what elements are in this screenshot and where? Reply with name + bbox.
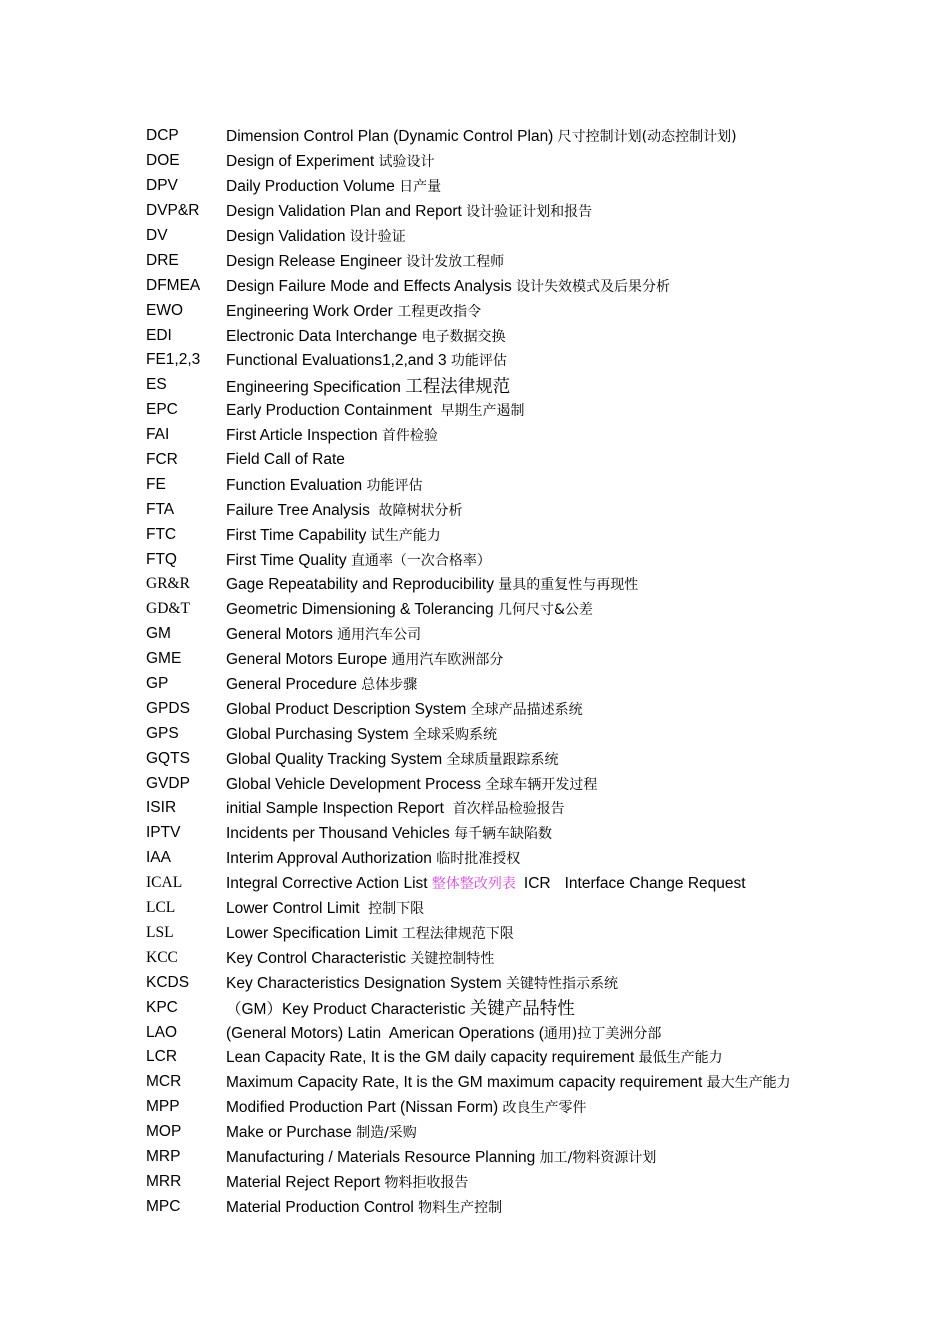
glossary-abbreviation: EPC (146, 401, 178, 419)
glossary-row (146, 647, 936, 672)
glossary-abbreviation: DVP&R (146, 202, 200, 220)
definition-english: Material Production Control (226, 1198, 419, 1216)
glossary-row (146, 373, 936, 398)
glossary-definition (226, 574, 936, 594)
definition-chinese: 故障树状分析 (378, 502, 463, 519)
glossary-abbreviation: LSL (146, 923, 174, 941)
glossary-definition (226, 550, 936, 570)
definition-chinese: 直通率（一次合格率） (350, 552, 491, 569)
glossary-abbreviation: GQTS (146, 749, 190, 767)
glossary-row (146, 1045, 936, 1070)
glossary-row (146, 448, 936, 473)
glossary-definition (226, 201, 936, 221)
glossary-row (146, 896, 936, 921)
glossary-abbreviation: FE (146, 475, 166, 493)
definition-english: Engineering Work Order (226, 302, 398, 320)
glossary-definition (226, 475, 936, 495)
definition-chinese: 关键产品特性 (469, 999, 575, 1020)
definition-english: Lean Capacity Rate, It is the GM daily capacity requirement (226, 1049, 639, 1067)
glossary-row (146, 921, 936, 946)
definition-chinese: 设计验证计划和报告 (466, 204, 593, 221)
glossary-row (146, 174, 936, 199)
extra-abbreviation: ICR (523, 875, 551, 893)
glossary-row (146, 696, 936, 721)
glossary-definition (226, 1197, 936, 1217)
definition-chinese: 全球质量跟踪系统 (446, 751, 559, 768)
definition-english: Key Control Characteristic (226, 949, 411, 967)
definition-english: Make or Purchase (226, 1124, 357, 1142)
glossary-abbreviation: FE1,2,3 (146, 351, 201, 369)
glossary-row (146, 398, 936, 423)
definition-chinese: 功能评估 (366, 477, 423, 494)
definition-chinese: 全球车辆开发过程 (485, 776, 598, 793)
glossary-abbreviation: KCDS (146, 973, 190, 991)
glossary-abbreviation: MCR (146, 1073, 182, 1091)
glossary-definition (226, 973, 936, 993)
glossary-row (146, 871, 936, 896)
definition-chinese: 关键控制特性 (410, 950, 495, 967)
glossary-definition (226, 823, 936, 843)
definition-chinese: 最低生产能力 (638, 1050, 723, 1067)
glossary-abbreviation: LAO (146, 1023, 178, 1041)
definition-english: General Motors (226, 626, 338, 644)
definition-english: Early Production Containment (226, 402, 441, 420)
definition-english: Dimension Control Plan (Dynamic Control Plan) (226, 128, 558, 146)
definition-english: Gage Repeatability and Reproducibility (226, 576, 499, 594)
glossary-definition (226, 400, 936, 420)
definition-english: initial Sample Inspection Report (226, 800, 453, 818)
definition-english: Functional Evaluations1,2,and 3 (226, 352, 451, 370)
definition-chinese: 工程法律规范下限 (401, 925, 514, 942)
glossary-definition (226, 599, 936, 619)
definition-english: Design Validation (226, 228, 350, 245)
glossary-row (146, 1120, 936, 1145)
definition-chinese: 日产量 (399, 179, 442, 196)
glossary-row (146, 298, 936, 323)
glossary-row (146, 1095, 936, 1120)
glossary-definition (226, 251, 936, 271)
glossary-abbreviation: FAI (146, 426, 170, 444)
glossary-definition (226, 226, 936, 246)
definition-chinese: 试验设计 (378, 154, 435, 171)
glossary-definition (226, 1147, 936, 1167)
glossary-abbreviation: MOP (146, 1123, 182, 1141)
glossary-row (146, 572, 936, 597)
glossary-row (146, 846, 936, 871)
glossary-definition (226, 126, 936, 146)
definition-chinese: 通用汽车欧洲部分 (391, 652, 504, 669)
glossary-row (146, 522, 936, 547)
glossary-abbreviation: DRE (146, 251, 179, 269)
definition-english: Design of Experiment (226, 153, 379, 171)
glossary-row (146, 224, 936, 249)
definition-english: Lower Control Limit (226, 900, 369, 918)
glossary-abbreviation: GPDS (146, 699, 190, 717)
glossary-abbreviation: FCR (146, 451, 178, 469)
glossary-abbreviation: ISIR (146, 799, 177, 817)
glossary-definition (226, 724, 936, 744)
definition-chinese: 设计失效模式及后果分析 (516, 278, 671, 295)
glossary-definition (226, 848, 936, 868)
definition-english: Design Validation Plan and Report (226, 203, 467, 221)
glossary-row (146, 672, 936, 697)
definition-chinese: 通用汽车公司 (337, 627, 422, 644)
glossary-definition (226, 774, 936, 794)
definition-english: Design Failure Mode and Effects Analysis (226, 277, 517, 295)
definition-english: Manufacturing / Materials Resource Planning (226, 1148, 540, 1166)
definition-english: Failure Tree Analysis (226, 501, 379, 519)
glossary-abbreviation: IPTV (146, 824, 181, 842)
definition-english: Interim Approval Authorization (226, 850, 437, 868)
glossary-definition (226, 1047, 936, 1067)
glossary-row (146, 199, 936, 224)
glossary-abbreviation: ES (146, 376, 167, 394)
definition-chinese: 临时批准授权 (436, 851, 521, 868)
glossary-definition (226, 1072, 936, 1092)
definition-english: Global Product Description System (226, 700, 471, 718)
definition-english: (General Motors) Latin American Operations ( (226, 1024, 544, 1042)
glossary-row (146, 970, 936, 995)
definition-english: Global Quality Tracking System (226, 750, 447, 768)
glossary-row (146, 746, 936, 771)
glossary-definition (226, 350, 936, 370)
definition-english: Global Vehicle Development Process (226, 775, 486, 793)
glossary-row (146, 348, 936, 373)
glossary-row (146, 273, 936, 298)
definition-english: （GM）Key Product Characteristic (226, 1001, 470, 1019)
glossary-definition (226, 1023, 936, 1043)
glossary-definition (226, 326, 936, 346)
definition-chinese: 尺寸控制计划(动态控制计划) (557, 129, 737, 146)
definition-chinese: 物料拒收报告 (384, 1174, 469, 1191)
glossary-list (146, 124, 936, 1219)
glossary-definition (226, 1172, 936, 1192)
glossary-definition (226, 798, 936, 818)
glossary-definition (226, 749, 936, 769)
definition-chinese: 全球采购系统 (412, 726, 497, 743)
glossary-definition (226, 649, 936, 669)
definition-chinese: 每千辆车缺陷数 (454, 826, 553, 843)
glossary-abbreviation: MPC (146, 1197, 181, 1215)
definition-chinese: 电子数据交换 (421, 328, 506, 345)
glossary-abbreviation: GP (146, 675, 169, 693)
glossary-definition (226, 151, 936, 171)
glossary-row (146, 945, 936, 970)
definition-chinese: 试生产能力 (370, 527, 441, 544)
glossary-row (146, 1169, 936, 1194)
glossary-abbreviation: DFMEA (146, 276, 201, 294)
definition-chinese: 功能评估 (450, 353, 507, 370)
extra-entry (524, 875, 746, 892)
definition-chinese: 改良生产零件 (502, 1100, 587, 1117)
definition-english: Electronic Data Interchange (226, 327, 422, 345)
glossary-row (146, 248, 936, 273)
glossary-row (146, 547, 936, 572)
definition-english: Global Purchasing System (226, 725, 413, 743)
glossary-abbreviation: MRR (146, 1172, 182, 1190)
glossary-abbreviation: MRP (146, 1147, 181, 1165)
glossary-abbreviation: GM (146, 625, 171, 643)
glossary-row (146, 771, 936, 796)
glossary-abbreviation: GPS (146, 724, 179, 742)
glossary-abbreviation: KPC (146, 998, 178, 1016)
glossary-definition (226, 525, 936, 545)
definition-english: Material Reject Report (226, 1173, 385, 1191)
glossary-abbreviation: DCP (146, 127, 179, 145)
glossary-abbreviation: LCR (146, 1048, 178, 1066)
definition-chinese: 加工/物料资源计划 (539, 1149, 657, 1166)
definition-chinese: 首次样品检验报告 (452, 801, 565, 818)
glossary-abbreviation: ICAL (146, 874, 183, 892)
definition-chinese: 物料生产控制 (418, 1199, 503, 1216)
definition-chinese: 几何尺寸&公差 (497, 602, 593, 619)
definition-english: Geometric Dimensioning & Tolerancing (226, 601, 498, 619)
glossary-definition (226, 923, 936, 943)
definition-english: Incidents per Thousand Vehicles (226, 825, 455, 843)
definition-english: Engineering Specification (226, 378, 406, 396)
definition-english: Design Release Engineer (226, 252, 407, 270)
glossary-abbreviation: DOE (146, 152, 180, 170)
definition-english: First Time Capability (226, 526, 371, 544)
glossary-row (146, 1145, 936, 1170)
definition-chinese: 工程法律规范 (405, 376, 511, 397)
glossary-abbreviation: EWO (146, 301, 184, 319)
glossary-definition (226, 1122, 936, 1142)
glossary-abbreviation: DPV (146, 177, 178, 195)
glossary-definition (226, 995, 936, 1020)
definition-english: Function Evaluation (226, 476, 367, 494)
definition-english: First Time Quality (226, 551, 351, 569)
glossary-definition (226, 948, 936, 968)
definition-chinese: 早期生产遏制 (440, 403, 525, 420)
glossary-abbreviation: GD&T (146, 600, 190, 618)
glossary-row (146, 721, 936, 746)
definition-chinese: 关键特性指示系统 (505, 975, 618, 992)
glossary-row (146, 995, 936, 1020)
definition-chinese: 全球产品描述系统 (470, 701, 583, 718)
definition-chinese: 控制下限 (368, 901, 425, 918)
glossary-definition (226, 451, 936, 469)
glossary-abbreviation: MPP (146, 1098, 180, 1116)
glossary-abbreviation: FTC (146, 525, 177, 543)
glossary-definition (226, 176, 936, 196)
glossary-row (146, 1194, 936, 1219)
definition-chinese: 量具的重复性与再现性 (498, 577, 639, 594)
glossary-definition (226, 301, 936, 321)
definition-chinese: 制造/采购 (356, 1125, 417, 1142)
glossary-definition (226, 373, 936, 398)
definition-chinese: 设计发放工程师 (406, 253, 505, 270)
definition-chinese: 首件检验 (381, 428, 438, 445)
glossary-abbreviation: FTA (146, 500, 175, 518)
definition-english: Daily Production Volume (226, 178, 400, 196)
glossary-row (146, 323, 936, 348)
glossary-definition (226, 500, 936, 520)
glossary-definition (226, 898, 936, 918)
glossary-row (146, 423, 936, 448)
glossary-row (146, 1070, 936, 1095)
definition-english: Integral Corrective Action List (226, 875, 432, 893)
glossary-abbreviation: GR&R (146, 575, 190, 593)
glossary-row (146, 149, 936, 174)
glossary-abbreviation: KCC (146, 948, 178, 966)
glossary-row (146, 597, 936, 622)
glossary-abbreviation: GME (146, 650, 182, 668)
glossary-row (146, 472, 936, 497)
definition-english: Modified Production Part (Nissan Form) (226, 1099, 503, 1117)
definition-chinese: 最大生产能力 (706, 1075, 791, 1092)
glossary-definition (226, 873, 936, 893)
extra-definition: Interface Change Request (564, 875, 746, 893)
glossary-definition (226, 699, 936, 719)
definition-chinese: 总体步骤 (361, 677, 418, 694)
glossary-definition (226, 624, 936, 644)
glossary-row (146, 1020, 936, 1045)
glossary-definition (226, 425, 936, 445)
glossary-abbreviation: GVDP (146, 774, 190, 792)
glossary-abbreviation: DV (146, 227, 168, 244)
glossary-row (146, 497, 936, 522)
definition-english: General Motors Europe (226, 651, 392, 669)
definition-english: First Article Inspection (226, 427, 382, 445)
definition-chinese: 设计验证 (349, 229, 406, 245)
glossary-row (146, 124, 936, 149)
glossary-row (146, 821, 936, 846)
glossary-abbreviation: EDI (146, 326, 172, 344)
definition-english: Maximum Capacity Rate, It is the GM maximum capacity requirement (226, 1074, 707, 1092)
definition-english: General Procedure (226, 676, 362, 694)
glossary-definition (226, 1097, 936, 1117)
definition-english: Key Characteristics Designation System (226, 974, 506, 992)
glossary-abbreviation: FTQ (146, 550, 177, 568)
glossary-row (146, 622, 936, 647)
definition-english: Field Call of Rate (226, 451, 345, 469)
definition-chinese: 工程更改指令 (397, 303, 482, 320)
definition-english: Lower Specification Limit (226, 924, 402, 942)
glossary-definition (226, 276, 936, 296)
glossary-abbreviation: LCL (146, 899, 176, 917)
glossary-row (146, 796, 936, 821)
glossary-abbreviation: IAA (146, 849, 171, 867)
glossary-definition (226, 674, 936, 694)
definition-chinese: 整体整改列表 (431, 876, 516, 893)
definition-chinese: 通用)拉丁美洲分部 (543, 1025, 662, 1042)
